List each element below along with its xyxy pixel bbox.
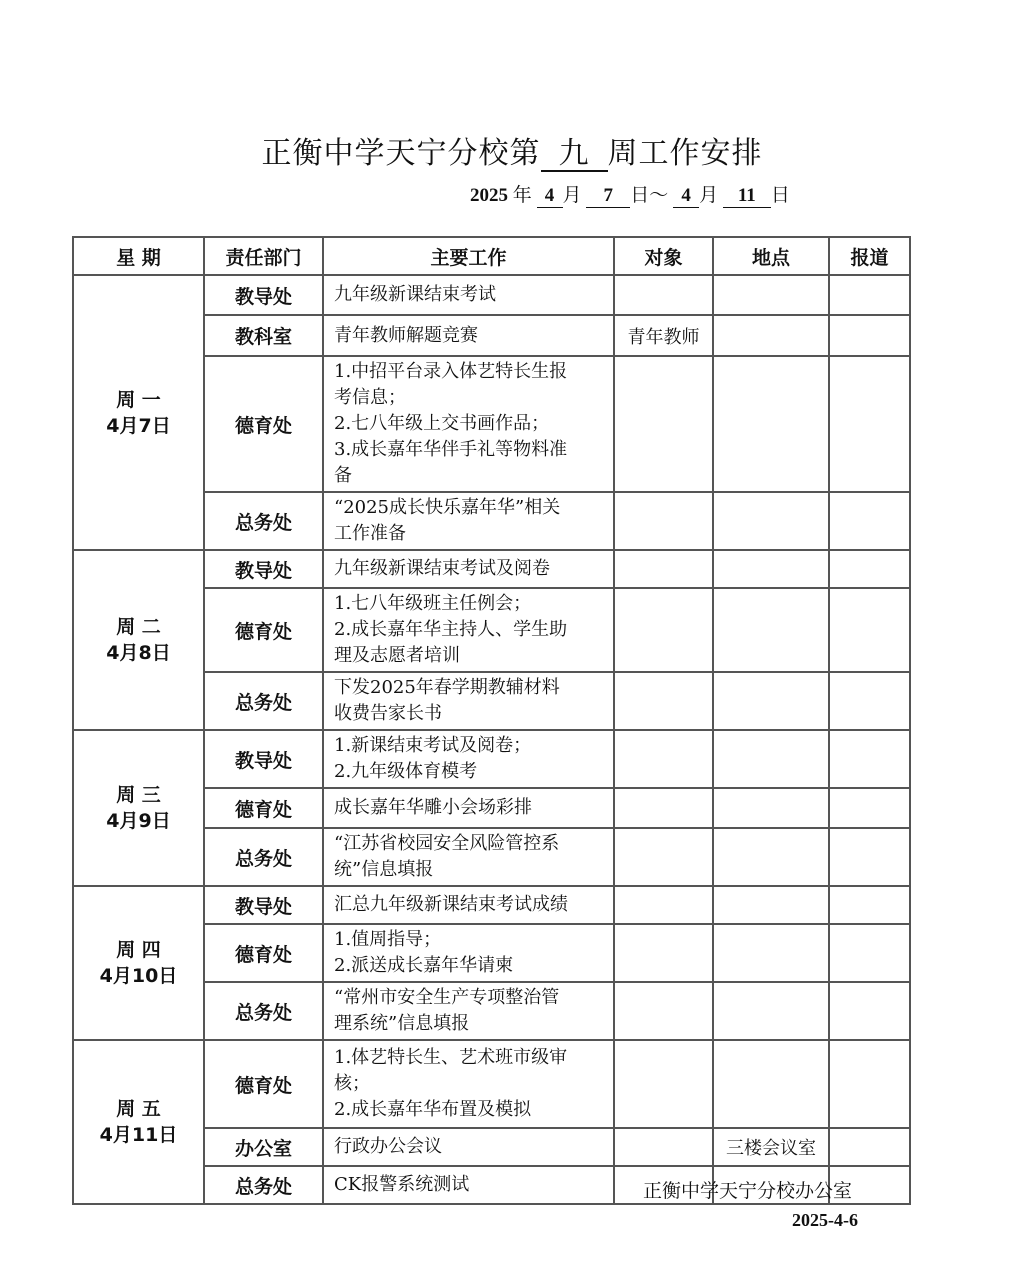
target-cell <box>614 924 713 982</box>
work-cell <box>323 828 614 886</box>
weekday-cell <box>73 886 204 1040</box>
header-location: 地点 <box>713 237 829 275</box>
report-cell <box>829 924 910 982</box>
report-cell <box>829 550 910 588</box>
weekday-name: 周 二 <box>116 616 161 638</box>
work-line: 下发2025年春学期教辅材料 <box>334 677 560 698</box>
report-cell <box>829 275 910 315</box>
target-cell <box>614 788 713 828</box>
target-cell <box>614 356 713 492</box>
location-cell <box>713 672 829 730</box>
work-cell <box>323 356 614 492</box>
target-cell <box>614 672 713 730</box>
weekday-date: 4月7日 <box>106 414 171 437</box>
work-cell <box>323 924 614 982</box>
weekday-cell <box>73 275 204 550</box>
weekday-name: 周 四 <box>116 939 161 961</box>
work-line: 理及志愿者培训 <box>334 645 460 666</box>
header-main-work: 主要工作 <box>323 237 614 275</box>
target-cell <box>614 550 713 588</box>
work-cell <box>323 315 614 356</box>
page-title <box>0 128 1024 172</box>
work-line: 九年级新课结束考试 <box>334 284 496 305</box>
header-report: 报道 <box>829 237 910 275</box>
department-cell: 总务处 <box>204 828 323 886</box>
target-cell <box>614 886 713 924</box>
department-cell: 教导处 <box>204 730 323 788</box>
work-line: 1.中招平台录入体艺特长生报 <box>334 361 568 382</box>
footer-org: 正衡中学天宁分校办公室 <box>643 1180 853 1202</box>
work-line: 2.成长嘉年华主持人、学生助 <box>334 619 568 640</box>
work-cell <box>323 1166 614 1204</box>
location-cell <box>713 730 829 788</box>
table-row <box>73 730 910 788</box>
report-cell <box>829 588 910 672</box>
range-tilde: ～ <box>649 184 669 206</box>
work-line: 九年级新课结束考试及阅卷 <box>334 558 550 579</box>
location-cell <box>713 550 829 588</box>
header-weekday: 星 期 <box>73 237 204 275</box>
department-cell: 德育处 <box>204 788 323 828</box>
report-cell <box>829 492 910 550</box>
end-day: 11 <box>723 186 771 208</box>
location-cell <box>713 275 829 315</box>
weekday-cell <box>73 550 204 730</box>
work-line: “江苏省校园安全风险管控系 <box>334 833 560 854</box>
report-cell <box>829 1128 910 1166</box>
work-line: 备 <box>334 465 352 486</box>
work-line: 汇总九年级新课结束考试成绩 <box>334 894 568 915</box>
work-line: 1.体艺特长生、艺术班市级审 <box>334 1047 568 1068</box>
work-line: CK报警系统测试 <box>334 1174 470 1195</box>
target-cell: 青年教师 <box>614 315 713 356</box>
work-line: 理系统”信息填报 <box>334 1013 470 1034</box>
title-suffix: 周工作安排 <box>607 136 763 171</box>
department-cell: 德育处 <box>204 924 323 982</box>
table-row <box>73 550 910 588</box>
department-cell: 办公室 <box>204 1128 323 1166</box>
report-cell <box>829 315 910 356</box>
work-line: 1.新课结束考试及阅卷； <box>334 735 532 756</box>
target-cell <box>614 982 713 1040</box>
work-cell <box>323 886 614 924</box>
work-cell <box>323 1128 614 1166</box>
work-line: 考信息； <box>334 387 406 408</box>
work-cell <box>323 275 614 315</box>
start-month-label: 月 <box>562 184 582 206</box>
department-cell: 教导处 <box>204 275 323 315</box>
schedule-body <box>73 275 910 1204</box>
target-cell <box>614 828 713 886</box>
work-line: 青年教师解题竞赛 <box>334 324 478 346</box>
end-day-label: 日 <box>770 184 790 206</box>
department-cell: 教导处 <box>204 886 323 924</box>
department-cell: 教导处 <box>204 550 323 588</box>
report-cell <box>829 356 910 492</box>
work-line: 2.派送成长嘉年华请柬 <box>334 955 514 976</box>
work-line: 3.成长嘉年华伴手礼等物料准 <box>334 439 568 460</box>
table-row <box>73 1040 910 1128</box>
department-cell: 总务处 <box>204 492 323 550</box>
location-cell <box>713 788 829 828</box>
work-line: 工作准备 <box>334 523 406 544</box>
target-cell <box>614 1040 713 1128</box>
target-cell <box>614 275 713 315</box>
weekday-cell <box>73 1040 204 1204</box>
report-cell <box>829 828 910 886</box>
location-cell <box>713 315 829 356</box>
target-cell <box>614 588 713 672</box>
department-cell: 总务处 <box>204 1166 323 1204</box>
work-cell <box>323 788 614 828</box>
work-cell <box>323 672 614 730</box>
report-cell <box>829 982 910 1040</box>
footer-date: 2025-4-6 <box>792 1210 858 1230</box>
department-cell: 德育处 <box>204 588 323 672</box>
header-department: 责任部门 <box>204 237 323 275</box>
location-cell: 三楼会议室 <box>713 1128 829 1166</box>
report-cell <box>829 886 910 924</box>
work-line: “常州市安全生产专项整治管 <box>334 987 560 1008</box>
work-line: “2025成长快乐嘉年华”相关 <box>334 497 561 518</box>
report-cell <box>829 788 910 828</box>
target-cell <box>614 1128 713 1166</box>
location-cell <box>713 982 829 1040</box>
table-row <box>73 886 910 924</box>
work-line: 1.值周指导； <box>334 929 442 950</box>
location-cell <box>713 356 829 492</box>
date-range <box>470 180 790 208</box>
start-day: 7 <box>586 186 630 208</box>
department-cell: 总务处 <box>204 982 323 1040</box>
work-cell <box>323 730 614 788</box>
work-line: 1.七八年级班主任例会； <box>334 593 532 614</box>
work-line: 2.成长嘉年华布置及模拟 <box>334 1099 532 1120</box>
department-cell: 总务处 <box>204 672 323 730</box>
department-cell: 德育处 <box>204 356 323 492</box>
work-line: 收费告家长书 <box>334 703 442 724</box>
work-cell <box>323 1040 614 1128</box>
location-cell <box>713 492 829 550</box>
weekday-name: 周 一 <box>116 388 161 411</box>
work-line: 行政办公会议 <box>334 1136 442 1157</box>
start-month: 4 <box>537 186 563 208</box>
work-line: 2.七八年级上交书画作品； <box>334 413 550 434</box>
work-line: 成长嘉年华雕小会场彩排 <box>334 797 532 818</box>
location-cell <box>713 886 829 924</box>
work-line: 统”信息填报 <box>334 859 434 880</box>
report-cell <box>829 730 910 788</box>
work-cell <box>323 550 614 588</box>
title-prefix: 正衡中学天宁分校第 <box>261 136 541 171</box>
location-cell <box>713 588 829 672</box>
work-cell <box>323 588 614 672</box>
report-cell <box>829 672 910 730</box>
work-line: 2.九年级体育模考 <box>334 761 478 782</box>
end-month-label: 月 <box>699 184 719 206</box>
report-cell <box>829 1040 910 1128</box>
weekday-name: 周 三 <box>116 784 161 806</box>
target-cell <box>614 730 713 788</box>
year: 2025 <box>470 185 508 206</box>
work-cell <box>323 492 614 550</box>
work-cell <box>323 982 614 1040</box>
end-month: 4 <box>673 186 699 208</box>
department-cell: 德育处 <box>204 1040 323 1128</box>
location-cell <box>713 828 829 886</box>
weekday-date: 4月9日 <box>106 810 171 832</box>
weekday-date: 4月10日 <box>99 965 178 987</box>
schedule-table <box>72 236 911 1205</box>
header-row <box>73 237 910 275</box>
weekday-date: 4月8日 <box>106 642 171 664</box>
location-cell <box>713 924 829 982</box>
start-day-label: 日 <box>630 184 650 206</box>
week-number: 九 <box>541 137 608 172</box>
weekday-date: 4月11日 <box>99 1124 178 1146</box>
work-line: 核； <box>334 1073 370 1094</box>
department-cell: 教科室 <box>204 315 323 356</box>
location-cell <box>713 1040 829 1128</box>
header-target: 对象 <box>614 237 713 275</box>
year-label: 年 <box>512 184 532 206</box>
target-cell <box>614 492 713 550</box>
weekday-name: 周 五 <box>116 1098 161 1120</box>
weekday-cell <box>73 730 204 886</box>
table-row <box>73 275 910 315</box>
